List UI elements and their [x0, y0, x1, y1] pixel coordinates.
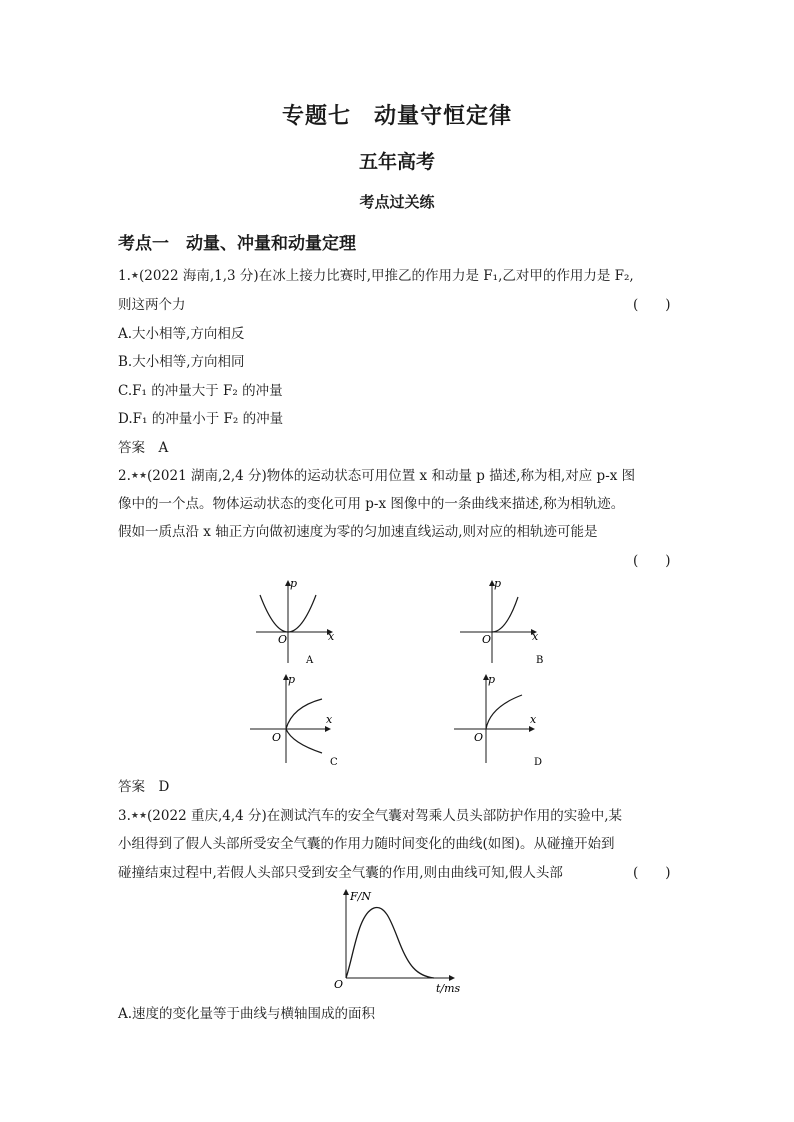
- q1-option-a: A.大小相等,方向相反: [118, 326, 245, 342]
- p-axis-label: p: [488, 673, 496, 686]
- difficulty-star-icon: ★: [130, 271, 139, 281]
- q3-line1: [118, 806, 622, 826]
- y-axis-label: F/N: [350, 890, 371, 903]
- difficulty-stars-icon: ★★: [130, 471, 148, 481]
- x-axis-label: x: [328, 630, 335, 643]
- force-curve: [346, 907, 434, 978]
- subtitle: 五年高考: [358, 151, 435, 173]
- q2-text: (2021 湖南,2,4 分)物体的运动状态可用位置 x 和动量 p 描述,称为相,对应 p-x 图: [147, 468, 636, 484]
- q2-answer-paren: ( ): [633, 553, 671, 569]
- q1-line2: 则这两个力: [118, 297, 186, 313]
- p-axis-label: p: [288, 673, 296, 686]
- origin-label: O: [278, 633, 288, 646]
- q3-answer-paren: ( ): [633, 865, 671, 881]
- section-label: 考点过关练: [359, 193, 435, 211]
- p-axis-label: p: [494, 577, 502, 590]
- curve-c: [286, 699, 322, 753]
- graph-c: [246, 671, 346, 769]
- x-axis-label: x: [530, 713, 537, 726]
- q3-text: (2022 重庆,4,4 分)在测试汽车的安全气囊对驾乘人员头部防护作用的实验中,某: [147, 808, 623, 824]
- q1-answer-paren: ( ): [633, 297, 671, 313]
- x-axis-label: x: [532, 630, 539, 643]
- q1-option-b: B.大小相等,方向相同: [118, 354, 245, 370]
- graph-label-c: C: [330, 757, 338, 768]
- q2-answer: 答案 D: [118, 779, 170, 795]
- q2-line1: [118, 466, 635, 486]
- chapter-title: 专题七 动量守恒定律: [281, 104, 512, 129]
- q2-line2: 像中的一个点。物体运动状态的变化可用 p-x 图像中的一条曲线来描述,称为相轨迹。: [118, 496, 625, 512]
- q3-option-a: A.速度的变化量等于曲线与横轴围成的面积: [118, 1006, 376, 1022]
- graph-b: [456, 577, 556, 667]
- force-time-graph: [328, 884, 468, 996]
- x-axis-label: t/ms: [436, 982, 461, 995]
- q2-line3: 假如一质点沿 x 轴正方向做初速度为零的匀加速直线运动,则对应的相轨迹可能是: [118, 524, 598, 540]
- graph-label-d: D: [534, 757, 543, 768]
- q1-number: 1.: [118, 268, 131, 284]
- difficulty-stars-icon: ★★: [130, 811, 148, 821]
- q1-option-d: D.F₁ 的冲量小于 F₂ 的冲量: [118, 411, 284, 427]
- origin-label: O: [474, 731, 484, 744]
- origin-label: O: [482, 633, 492, 646]
- curve-d: [486, 695, 522, 729]
- graph-label-a: A: [306, 655, 314, 666]
- origin-label: O: [272, 731, 282, 744]
- q1-line1: [118, 266, 634, 286]
- x-axis-label: x: [326, 713, 333, 726]
- q3-number: 3.: [118, 808, 131, 824]
- q1-text: (2022 海南,1,3 分)在冰上接力比赛时,甲推乙的作用力是 F₁,乙对甲的作用力是 F₂,: [138, 268, 634, 284]
- q1-option-c: C.F₁ 的冲量大于 F₂ 的冲量: [118, 383, 283, 399]
- q3-line2: 小组得到了假人头部所受安全气囊的作用力随时间变化的曲线(如图)。从碰撞开始到: [118, 836, 615, 852]
- topic-heading: 考点一 动量、冲量和动量定理: [118, 234, 356, 254]
- graph-a: [252, 577, 352, 667]
- curve-b: [492, 597, 518, 632]
- q2-number: 2.: [118, 468, 131, 484]
- q3-line3: 碰撞结束过程中,若假人头部只受到安全气囊的作用,则由曲线可知,假人头部: [118, 865, 563, 881]
- p-axis-label: p: [290, 577, 298, 590]
- origin-label: O: [334, 978, 344, 991]
- graph-label-b: B: [536, 655, 544, 666]
- q1-answer: 答案 A: [118, 440, 169, 456]
- graph-d: [450, 671, 550, 769]
